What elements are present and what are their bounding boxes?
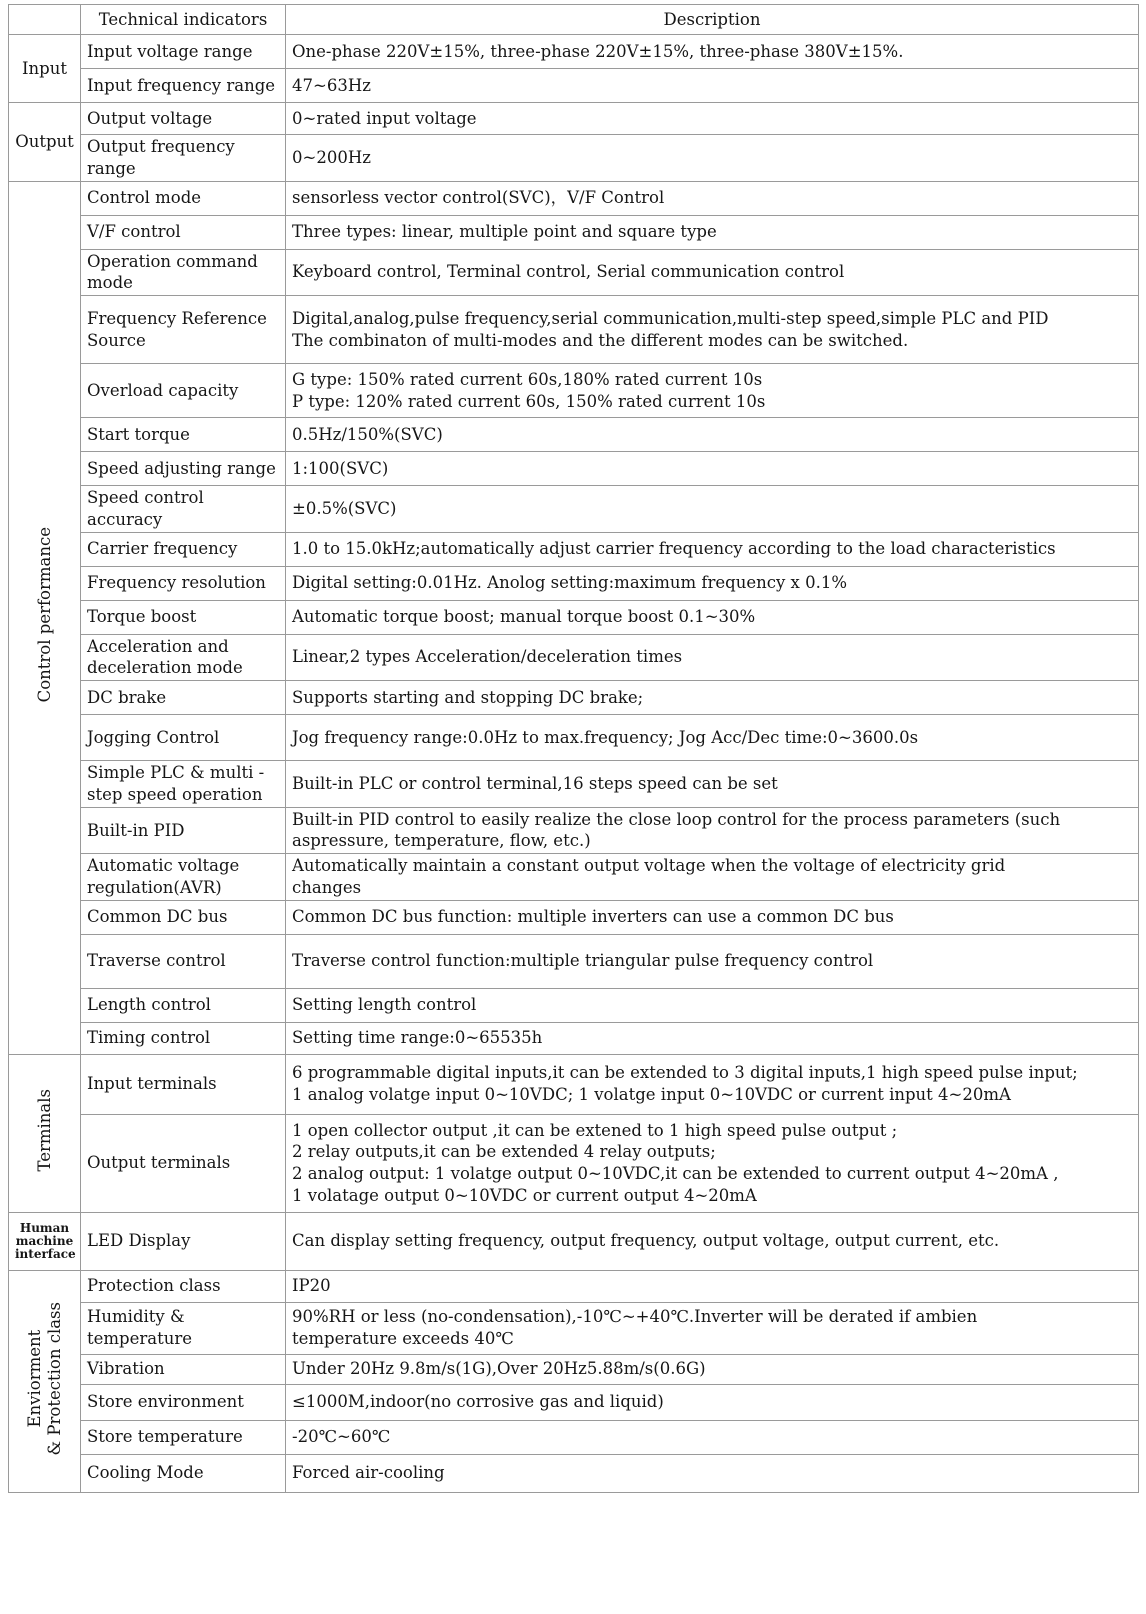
table-row xyxy=(9,1054,1139,1114)
table-row xyxy=(9,1354,1139,1384)
description-line: ±0.5%(SVC) xyxy=(292,498,397,518)
description-line: 47~63Hz xyxy=(292,75,371,95)
description-line: 2 analog output: 1 volatge output 0~10VDC,it can be extended to current output 4~20mA , xyxy=(292,1164,1059,1184)
header-description: Description xyxy=(286,5,1139,35)
table-row xyxy=(9,1114,1139,1212)
indicator-cell: Simple PLC & multi -step speed operation xyxy=(81,761,286,808)
description-line: P type: 120% rated current 60s, 150% rated current 10s xyxy=(292,391,766,411)
indicator-cell: Control mode xyxy=(81,181,286,215)
description-line: sensorless vector control(SVC)，V/F Control xyxy=(292,188,665,208)
table-row xyxy=(9,418,1139,452)
indicator-cell: Automatic voltage regulation(AVR) xyxy=(81,854,286,901)
description-cell xyxy=(286,135,1139,182)
description-line: 2 relay outputs,it can be extended 4 relay outputs; xyxy=(292,1142,716,1162)
description-cell xyxy=(286,364,1139,418)
table-row xyxy=(9,215,1139,249)
table-row xyxy=(9,1270,1139,1302)
description-cell xyxy=(286,35,1139,69)
group-environment-protection xyxy=(9,1270,81,1492)
indicator-cell: Input frequency range xyxy=(81,69,286,103)
description-line: 6 programmable digital inputs,it can be extended to 3 digital inputs,1 high speed pulse input; xyxy=(292,1063,1078,1083)
indicator-cell: Speed adjusting range xyxy=(81,452,286,486)
description-line: Three types: linear, multiple point and square type xyxy=(292,222,717,242)
indicator-cell: DC brake xyxy=(81,681,286,715)
group-input xyxy=(9,35,81,103)
description-line: Setting length control xyxy=(292,995,477,1015)
description-cell xyxy=(286,1114,1139,1212)
description-line: IP20 xyxy=(292,1276,331,1296)
indicator-cell: Length control xyxy=(81,988,286,1022)
group-label-line: Enviorment xyxy=(24,1329,44,1428)
table-row xyxy=(9,1022,1139,1054)
indicator-cell: Output voltage xyxy=(81,103,286,135)
description-cell xyxy=(286,934,1139,988)
table-row xyxy=(9,296,1139,364)
table-row xyxy=(9,1384,1139,1420)
description-line: 1 analog volatge input 0~10VDC; 1 volatge input 0~10VDC or current input 4~20mA xyxy=(292,1085,1011,1105)
table-header-row xyxy=(9,5,1139,35)
group-label-line: interface xyxy=(15,1246,76,1261)
description-line: 1.0 to 15.0kHz;automatically adjust carrier frequency according to the load characteristics xyxy=(292,539,1056,559)
table-row xyxy=(9,854,1139,901)
table-row xyxy=(9,1420,1139,1454)
description-cell xyxy=(286,532,1139,566)
indicator-cell: Timing control xyxy=(81,1022,286,1054)
group-label-line: Human xyxy=(19,1221,70,1236)
description-cell xyxy=(286,1022,1139,1054)
description-line: 1:100(SVC) xyxy=(292,458,389,478)
description-cell xyxy=(286,181,1139,215)
description-line: 0.5Hz/150%(SVC) xyxy=(292,424,443,444)
indicator-cell: Acceleration and deceleration mode xyxy=(81,634,286,681)
description-line: aspressure, temperature, flow, etc.) xyxy=(292,831,591,851)
group-human-machine-interface xyxy=(9,1212,81,1270)
description-line: Digital,analog,pulse frequency,serial communication,multi-step speed,simple PLC and PID xyxy=(292,308,1049,328)
header-technical-indicators: Technical indicators xyxy=(81,5,286,35)
group-label xyxy=(15,1222,74,1260)
group-label xyxy=(15,58,74,80)
description-line: Digital setting:0.01Hz. Anolog setting:maximum frequency x 0.1% xyxy=(292,573,848,593)
indicator-cell: Overload capacity xyxy=(81,364,286,418)
table-row xyxy=(9,135,1139,182)
table-row xyxy=(9,486,1139,533)
indicator-cell: Common DC bus xyxy=(81,900,286,934)
description-line: Linear,2 types Acceleration/deceleration times xyxy=(292,647,683,667)
description-cell xyxy=(286,103,1139,135)
group-terminals xyxy=(9,1054,81,1212)
description-cell xyxy=(286,249,1139,296)
description-cell xyxy=(286,418,1139,452)
group-label-line: machine xyxy=(15,1233,74,1248)
description-cell xyxy=(286,1454,1139,1492)
description-line: Can display setting frequency, output frequency, output voltage, output current, etc. xyxy=(292,1231,1000,1251)
description-line: -20℃~60℃ xyxy=(292,1427,391,1447)
description-cell xyxy=(286,1384,1139,1420)
indicator-cell: Output frequency range xyxy=(81,135,286,182)
table-row xyxy=(9,934,1139,988)
table-row xyxy=(9,1212,1139,1270)
description-line: Traverse control function:multiple triangular pulse frequency control xyxy=(292,951,874,971)
group-label-line: Input xyxy=(22,58,67,78)
description-cell xyxy=(286,600,1139,634)
description-cell xyxy=(286,215,1139,249)
spec-page xyxy=(8,4,1138,1493)
table-row xyxy=(9,1454,1139,1492)
description-line: 0~rated input voltage xyxy=(292,108,477,128)
indicator-cell: Input terminals xyxy=(81,1054,286,1114)
description-cell xyxy=(286,715,1139,761)
description-cell xyxy=(286,681,1139,715)
table-row xyxy=(9,1302,1139,1354)
description-line: Under 20Hz 9.8m/s(1G),Over 20Hz5.88m/s(0.6G) xyxy=(292,1359,706,1379)
description-cell xyxy=(286,988,1139,1022)
indicator-cell: Operation command mode xyxy=(81,249,286,296)
group-label-line: Control performance xyxy=(34,527,54,703)
group-label-line: Output xyxy=(15,131,74,151)
indicator-cell: V/F control xyxy=(81,215,286,249)
description-cell xyxy=(286,807,1139,854)
description-cell xyxy=(286,1302,1139,1354)
table-row xyxy=(9,452,1139,486)
indicator-cell: Frequency resolution xyxy=(81,566,286,600)
table-row xyxy=(9,807,1139,854)
table-row xyxy=(9,988,1139,1022)
indicator-cell: Input voltage range xyxy=(81,35,286,69)
description-cell xyxy=(286,486,1139,533)
indicator-cell: Output terminals xyxy=(81,1114,286,1212)
table-row xyxy=(9,566,1139,600)
description-line: temperature exceeds 40℃ xyxy=(292,1329,514,1349)
indicator-cell: Protection class xyxy=(81,1270,286,1302)
description-line: changes xyxy=(292,877,362,897)
spec-table-body xyxy=(9,35,1139,1493)
indicator-cell: Traverse control xyxy=(81,934,286,988)
description-cell xyxy=(286,1354,1139,1384)
description-cell xyxy=(286,1420,1139,1454)
description-line: Built-in PLC or control terminal,16 steps speed can be set xyxy=(292,774,778,793)
description-line: ≤1000M,indoor(no corrosive gas and liquid) xyxy=(292,1392,664,1412)
indicator-cell: Speed control accuracy xyxy=(81,486,286,533)
description-line: Built-in PID control to easily realize the close loop control for the process parameters (such xyxy=(292,809,1061,829)
group-label xyxy=(15,131,74,153)
indicator-cell: Store temperature xyxy=(81,1420,286,1454)
indicator-cell: LED Display xyxy=(81,1212,286,1270)
description-line: Supports starting and stopping DC brake; xyxy=(292,687,644,707)
group-control-performance xyxy=(9,181,81,1054)
indicator-cell: Humidity & temperature xyxy=(81,1302,286,1354)
group-label xyxy=(25,1302,65,1456)
table-row xyxy=(9,761,1139,808)
description-line: 1 volatage output 0~10VDC or current output 4~20mA xyxy=(292,1185,757,1205)
description-cell xyxy=(286,566,1139,600)
group-label-line: Terminals xyxy=(34,1089,54,1172)
indicator-cell: Cooling Mode xyxy=(81,1454,286,1492)
table-row xyxy=(9,35,1139,69)
description-cell xyxy=(286,452,1139,486)
description-line: 0~200Hz xyxy=(292,147,371,167)
description-cell xyxy=(286,854,1139,901)
description-cell xyxy=(286,1270,1139,1302)
table-row xyxy=(9,249,1139,296)
description-line: Forced air-cooling xyxy=(292,1463,445,1483)
indicator-cell: Torque boost xyxy=(81,600,286,634)
description-line: Keyboard control, Terminal control, Serial communication control xyxy=(292,262,845,282)
indicator-cell: Frequency Reference Source xyxy=(81,296,286,364)
description-line: One-phase 220V±15%, three-phase 220V±15%, three-phase 380V±15%. xyxy=(292,41,904,61)
description-line: Automatic torque boost; manual torque boost 0.1~30% xyxy=(292,607,756,627)
table-row xyxy=(9,69,1139,103)
table-row xyxy=(9,103,1139,135)
indicator-cell: Jogging Control xyxy=(81,715,286,761)
table-row xyxy=(9,900,1139,934)
technical-spec-table xyxy=(8,4,1139,1493)
table-row xyxy=(9,600,1139,634)
table-row xyxy=(9,715,1139,761)
indicator-cell: Built-in PID xyxy=(81,807,286,854)
description-line: Setting time range:0~65535h xyxy=(292,1028,543,1048)
description-cell xyxy=(286,761,1139,808)
description-line: Automatically maintain a constant output voltage when the voltage of electricity grid xyxy=(292,856,1006,876)
description-line: The combinaton of multi-modes and the different modes can be switched. xyxy=(292,330,909,350)
indicator-cell: Store environment xyxy=(81,1384,286,1420)
group-output xyxy=(9,103,81,182)
description-cell xyxy=(286,1212,1139,1270)
description-cell xyxy=(286,634,1139,681)
group-label xyxy=(35,1089,55,1172)
description-cell xyxy=(286,296,1139,364)
description-line: 1 open collector output ,it can be extened to 1 high speed pulse output ; xyxy=(292,1120,898,1140)
description-cell xyxy=(286,69,1139,103)
description-cell xyxy=(286,1054,1139,1114)
description-line: Common DC bus function: multiple inverters can use a common DC bus xyxy=(292,907,894,927)
indicator-cell: Start torque xyxy=(81,418,286,452)
description-line: 90%RH or less (no-condensation),-10℃~+40℃.Inverter will be derated if ambien xyxy=(292,1307,978,1327)
header-blank-cell xyxy=(9,5,81,35)
indicator-cell: Carrier frequency xyxy=(81,532,286,566)
table-row xyxy=(9,532,1139,566)
table-row xyxy=(9,181,1139,215)
description-line: Jog frequency range:0.0Hz to max.frequency; Jog Acc/Dec time:0~3600.0s xyxy=(292,727,919,747)
table-row xyxy=(9,681,1139,715)
description-line: G type: 150% rated current 60s,180% rated current 10s xyxy=(292,369,763,389)
table-row xyxy=(9,634,1139,681)
description-cell xyxy=(286,900,1139,934)
group-label xyxy=(35,527,55,702)
indicator-cell: Vibration xyxy=(81,1354,286,1384)
table-row xyxy=(9,364,1139,418)
group-label-line: & Protection class xyxy=(44,1301,64,1456)
